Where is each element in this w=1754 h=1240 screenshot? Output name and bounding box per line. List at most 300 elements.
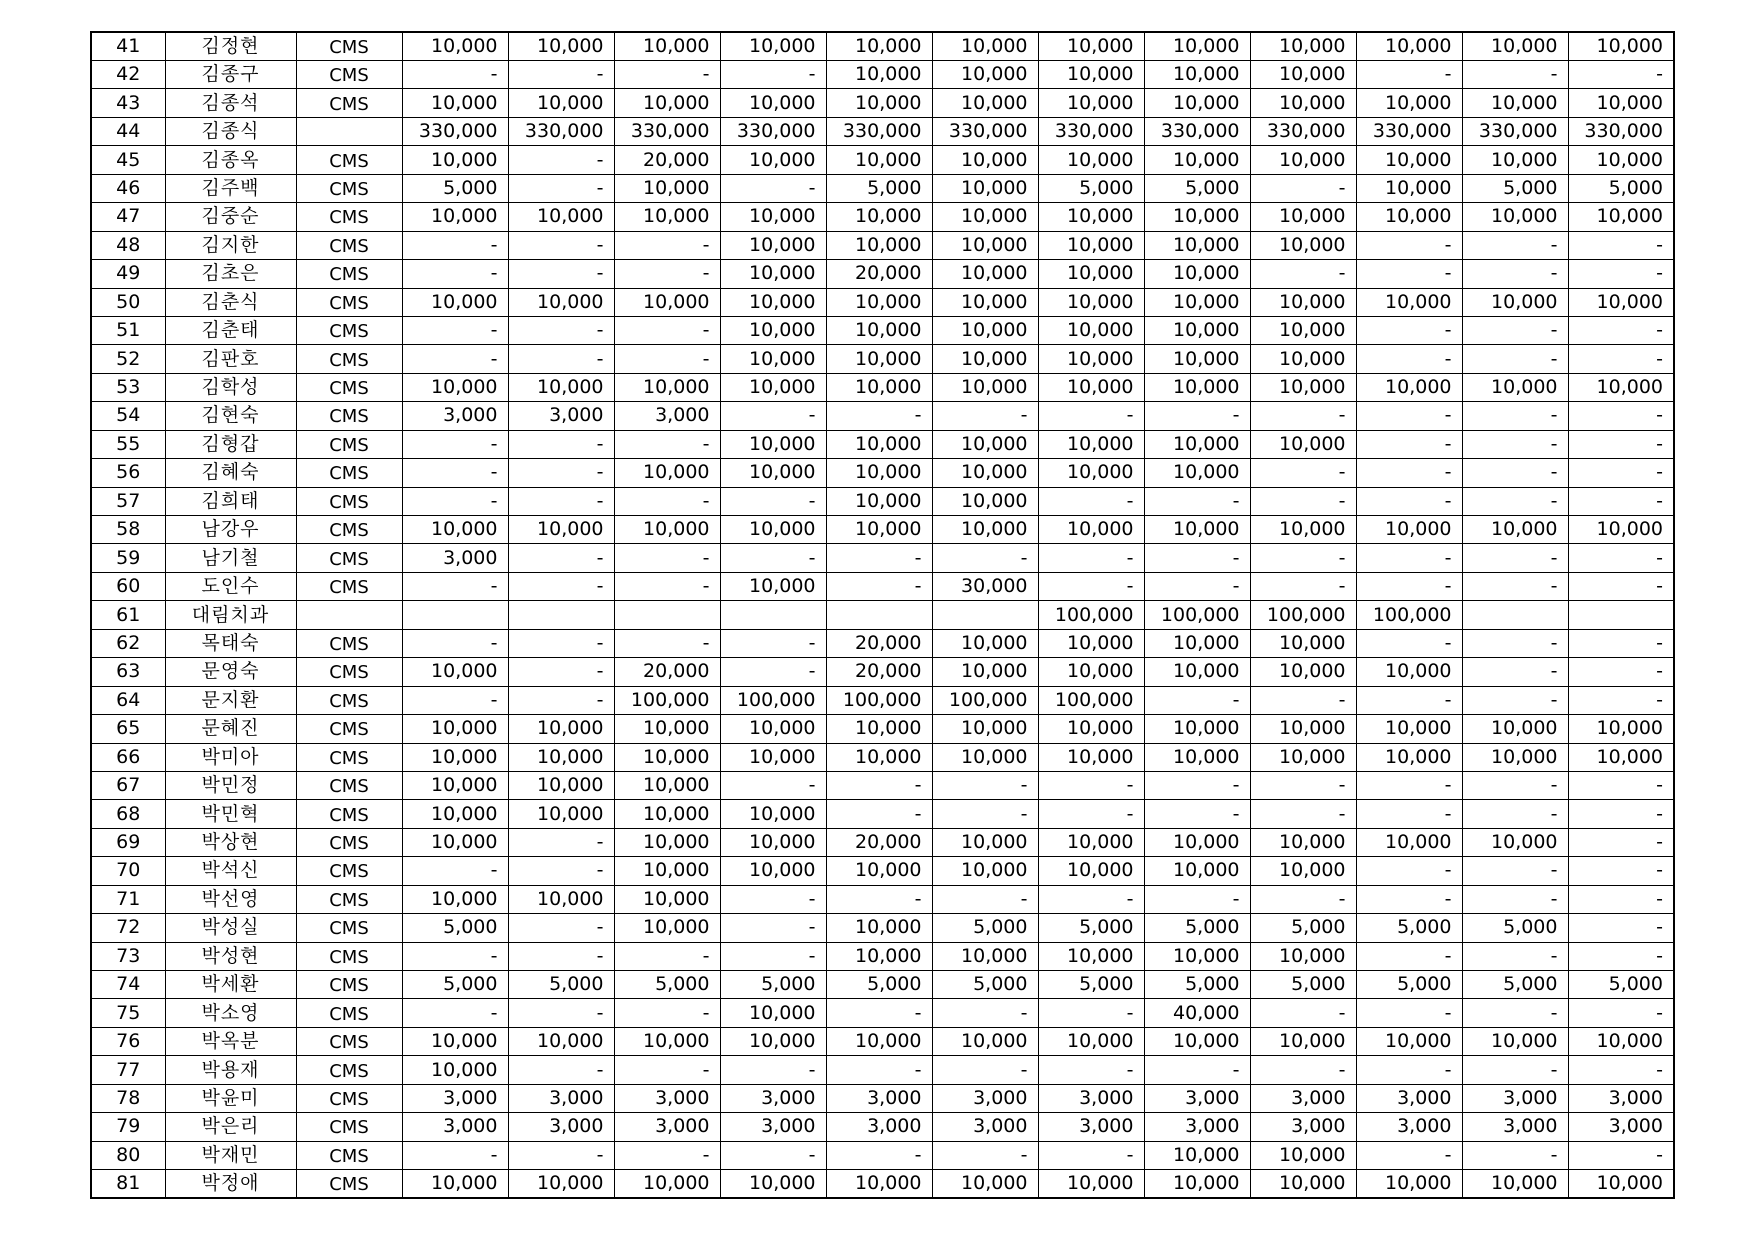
monthly-amount-cell: 10,000 xyxy=(614,203,720,231)
monthly-amount-cell: 20,000 xyxy=(614,146,720,174)
monthly-amount-cell: 5,000 xyxy=(1462,174,1568,202)
monthly-amount-cell: 5,000 xyxy=(720,971,826,999)
monthly-amount-cell: 10,000 xyxy=(720,516,826,544)
monthly-amount-cell: 10,000 xyxy=(932,203,1038,231)
monthly-amount-cell: - xyxy=(1462,629,1568,657)
row-number-cell: 43 xyxy=(91,89,165,117)
table-row xyxy=(91,1113,1674,1141)
table-row xyxy=(91,32,1674,61)
monthly-amount-cell: 10,000 xyxy=(614,828,720,856)
monthly-amount-cell: - xyxy=(508,146,614,174)
monthly-amount-cell: 10,000 xyxy=(1144,459,1250,487)
row-number-cell: 47 xyxy=(91,203,165,231)
monthly-amount-cell: 10,000 xyxy=(1144,658,1250,686)
monthly-amount-cell: 100,000 xyxy=(720,686,826,714)
monthly-amount-cell: - xyxy=(508,1056,614,1084)
monthly-amount-cell: 10,000 xyxy=(508,800,614,828)
monthly-amount-cell: 10,000 xyxy=(1144,32,1250,61)
table-row xyxy=(91,61,1674,89)
monthly-amount-cell: 10,000 xyxy=(614,885,720,913)
table-row xyxy=(91,601,1674,629)
payment-method-cell: CMS xyxy=(296,658,402,686)
monthly-amount-cell: - xyxy=(508,61,614,89)
row-number-cell: 63 xyxy=(91,658,165,686)
donor-name-cell: 김지한 xyxy=(165,231,296,259)
table-row xyxy=(91,1056,1674,1084)
table-row xyxy=(91,231,1674,259)
monthly-amount-cell: 3,000 xyxy=(826,1084,932,1112)
monthly-amount-cell: 330,000 xyxy=(1356,117,1462,145)
payment-method-cell: CMS xyxy=(296,1084,402,1112)
monthly-amount-cell: 10,000 xyxy=(720,1027,826,1055)
monthly-amount-cell: 10,000 xyxy=(826,914,932,942)
table-row xyxy=(91,771,1674,799)
monthly-amount-cell: 10,000 xyxy=(1038,316,1144,344)
monthly-amount-cell: 3,000 xyxy=(1144,1113,1250,1141)
monthly-amount-cell: 10,000 xyxy=(1144,743,1250,771)
monthly-amount-cell: 10,000 xyxy=(1568,89,1674,117)
monthly-amount-cell: - xyxy=(614,1056,720,1084)
monthly-amount-cell: 10,000 xyxy=(1568,743,1674,771)
monthly-amount-cell: 10,000 xyxy=(402,373,508,401)
monthly-amount-cell: 10,000 xyxy=(508,743,614,771)
payment-method-cell: CMS xyxy=(296,260,402,288)
monthly-amount-cell: - xyxy=(1568,1141,1674,1169)
table-row xyxy=(91,117,1674,145)
monthly-amount-cell xyxy=(720,601,826,629)
payment-method-cell: CMS xyxy=(296,971,402,999)
monthly-amount-cell: 5,000 xyxy=(1568,174,1674,202)
monthly-amount-cell: 10,000 xyxy=(1250,61,1356,89)
row-number-cell: 60 xyxy=(91,572,165,600)
monthly-amount-cell: 10,000 xyxy=(1038,61,1144,89)
monthly-amount-cell: 10,000 xyxy=(614,800,720,828)
monthly-amount-cell: 10,000 xyxy=(1038,260,1144,288)
monthly-amount-cell: 10,000 xyxy=(402,658,508,686)
monthly-amount-cell: 10,000 xyxy=(614,89,720,117)
row-number-cell: 66 xyxy=(91,743,165,771)
donor-name-cell: 김초은 xyxy=(165,260,296,288)
row-number-cell: 53 xyxy=(91,373,165,401)
monthly-amount-cell: - xyxy=(1462,260,1568,288)
monthly-amount-cell: 10,000 xyxy=(1038,203,1144,231)
monthly-amount-cell: 10,000 xyxy=(1250,658,1356,686)
donor-name-cell: 김현숙 xyxy=(165,402,296,430)
monthly-amount-cell: 10,000 xyxy=(1038,459,1144,487)
monthly-amount-cell: 30,000 xyxy=(932,572,1038,600)
monthly-amount-cell: 20,000 xyxy=(826,658,932,686)
monthly-amount-cell: 10,000 xyxy=(932,32,1038,61)
monthly-amount-cell: 10,000 xyxy=(1568,373,1674,401)
monthly-amount-cell: 3,000 xyxy=(1144,1084,1250,1112)
monthly-amount-cell: - xyxy=(1250,544,1356,572)
monthly-amount-cell: 10,000 xyxy=(932,288,1038,316)
monthly-amount-cell: - xyxy=(1144,402,1250,430)
table-row xyxy=(91,430,1674,458)
monthly-amount-cell: - xyxy=(508,658,614,686)
monthly-amount-cell: - xyxy=(508,487,614,515)
monthly-amount-cell: 10,000 xyxy=(614,288,720,316)
monthly-amount-cell: 10,000 xyxy=(932,231,1038,259)
monthly-amount-cell: - xyxy=(1144,885,1250,913)
monthly-amount-cell: - xyxy=(508,544,614,572)
monthly-amount-cell: - xyxy=(1568,857,1674,885)
monthly-amount-cell: - xyxy=(1568,572,1674,600)
monthly-amount-cell: 10,000 xyxy=(1250,942,1356,970)
monthly-amount-cell: - xyxy=(1568,487,1674,515)
monthly-amount-cell: - xyxy=(1144,771,1250,799)
monthly-amount-cell: 10,000 xyxy=(1250,1170,1356,1199)
monthly-amount-cell: 10,000 xyxy=(508,885,614,913)
monthly-amount-cell: - xyxy=(402,260,508,288)
row-number-cell: 76 xyxy=(91,1027,165,1055)
payment-method-cell: CMS xyxy=(296,715,402,743)
monthly-amount-cell: - xyxy=(1356,544,1462,572)
monthly-amount-cell: - xyxy=(826,1141,932,1169)
monthly-amount-cell: - xyxy=(720,1141,826,1169)
monthly-amount-cell: 10,000 xyxy=(932,1027,1038,1055)
monthly-amount-cell: 10,000 xyxy=(508,32,614,61)
monthly-amount-cell: - xyxy=(1568,544,1674,572)
monthly-amount-cell: 10,000 xyxy=(1462,1170,1568,1199)
monthly-amount-cell: 10,000 xyxy=(932,316,1038,344)
monthly-amount-cell: 20,000 xyxy=(826,629,932,657)
row-number-cell: 65 xyxy=(91,715,165,743)
monthly-amount-cell: - xyxy=(508,942,614,970)
monthly-amount-cell: - xyxy=(1038,487,1144,515)
monthly-amount-cell: 10,000 xyxy=(402,828,508,856)
monthly-amount-cell: 10,000 xyxy=(1250,32,1356,61)
monthly-amount-cell: 10,000 xyxy=(1356,1170,1462,1199)
monthly-amount-cell: 10,000 xyxy=(1356,89,1462,117)
monthly-amount-cell: 10,000 xyxy=(402,146,508,174)
monthly-amount-cell: 10,000 xyxy=(1250,316,1356,344)
payment-method-cell: CMS xyxy=(296,828,402,856)
monthly-amount-cell: 330,000 xyxy=(508,117,614,145)
monthly-amount-cell: 10,000 xyxy=(826,203,932,231)
monthly-amount-cell: - xyxy=(1250,487,1356,515)
monthly-amount-cell: 10,000 xyxy=(1038,288,1144,316)
monthly-amount-cell xyxy=(508,601,614,629)
monthly-amount-cell: 10,000 xyxy=(932,658,1038,686)
monthly-amount-cell: 10,000 xyxy=(1038,857,1144,885)
monthly-amount-cell: 100,000 xyxy=(1250,601,1356,629)
monthly-amount-cell: 10,000 xyxy=(402,1027,508,1055)
payment-method-cell: CMS xyxy=(296,572,402,600)
monthly-amount-cell: - xyxy=(720,174,826,202)
monthly-amount-cell: 10,000 xyxy=(1144,345,1250,373)
row-number-cell: 50 xyxy=(91,288,165,316)
monthly-amount-cell: - xyxy=(720,914,826,942)
monthly-amount-cell: 10,000 xyxy=(1568,146,1674,174)
monthly-amount-cell: 10,000 xyxy=(826,316,932,344)
monthly-amount-cell: - xyxy=(1356,231,1462,259)
monthly-amount-cell: 3,000 xyxy=(1038,1113,1144,1141)
monthly-amount-cell: 10,000 xyxy=(1356,743,1462,771)
monthly-amount-cell: 10,000 xyxy=(1144,288,1250,316)
donor-name-cell: 김종구 xyxy=(165,61,296,89)
monthly-amount-cell: - xyxy=(508,629,614,657)
monthly-amount-cell: - xyxy=(508,686,614,714)
monthly-amount-cell: 10,000 xyxy=(1250,828,1356,856)
monthly-amount-cell: 10,000 xyxy=(1250,430,1356,458)
monthly-amount-cell: 10,000 xyxy=(932,174,1038,202)
monthly-amount-cell: - xyxy=(614,487,720,515)
table-row xyxy=(91,572,1674,600)
monthly-amount-cell: 10,000 xyxy=(614,1027,720,1055)
payment-method-cell: CMS xyxy=(296,743,402,771)
monthly-amount-cell: 100,000 xyxy=(932,686,1038,714)
monthly-amount-cell: - xyxy=(826,1056,932,1084)
monthly-amount-cell: 10,000 xyxy=(932,743,1038,771)
row-number-cell: 57 xyxy=(91,487,165,515)
monthly-amount-cell: 10,000 xyxy=(1250,1027,1356,1055)
monthly-amount-cell: - xyxy=(1568,942,1674,970)
monthly-amount-cell: - xyxy=(1356,1056,1462,1084)
donor-name-cell: 박은리 xyxy=(165,1113,296,1141)
monthly-amount-cell: 3,000 xyxy=(1568,1113,1674,1141)
row-number-cell: 46 xyxy=(91,174,165,202)
monthly-amount-cell: 10,000 xyxy=(614,771,720,799)
monthly-amount-cell: - xyxy=(1250,459,1356,487)
monthly-amount-cell: 10,000 xyxy=(614,715,720,743)
table-row xyxy=(91,402,1674,430)
table-row xyxy=(91,373,1674,401)
donor-name-cell: 박성실 xyxy=(165,914,296,942)
table-row xyxy=(91,288,1674,316)
monthly-amount-cell: 10,000 xyxy=(1038,516,1144,544)
monthly-amount-cell: 10,000 xyxy=(402,771,508,799)
monthly-amount-cell: 330,000 xyxy=(826,117,932,145)
donor-name-cell: 박세환 xyxy=(165,971,296,999)
payment-method-cell: CMS xyxy=(296,288,402,316)
table-row xyxy=(91,1027,1674,1055)
monthly-amount-cell: - xyxy=(1038,1141,1144,1169)
monthly-amount-cell: 5,000 xyxy=(932,914,1038,942)
monthly-amount-cell: 10,000 xyxy=(1462,288,1568,316)
monthly-amount-cell: 10,000 xyxy=(932,146,1038,174)
monthly-amount-cell: 10,000 xyxy=(508,715,614,743)
monthly-amount-cell: - xyxy=(1568,316,1674,344)
monthly-amount-cell xyxy=(614,601,720,629)
monthly-amount-cell: - xyxy=(932,999,1038,1027)
table-row xyxy=(91,914,1674,942)
monthly-amount-cell: 10,000 xyxy=(932,373,1038,401)
monthly-amount-cell: - xyxy=(402,857,508,885)
monthly-amount-cell: - xyxy=(1038,999,1144,1027)
monthly-amount-cell: - xyxy=(614,316,720,344)
monthly-amount-cell: - xyxy=(1356,629,1462,657)
row-number-cell: 55 xyxy=(91,430,165,458)
monthly-amount-cell: - xyxy=(826,771,932,799)
monthly-amount-cell: - xyxy=(1144,572,1250,600)
monthly-amount-cell: 10,000 xyxy=(1144,857,1250,885)
monthly-amount-cell: 10,000 xyxy=(1250,857,1356,885)
payment-method-cell: CMS xyxy=(296,1056,402,1084)
monthly-amount-cell: 10,000 xyxy=(1250,629,1356,657)
monthly-amount-cell: 10,000 xyxy=(826,1170,932,1199)
monthly-amount-cell: - xyxy=(1568,800,1674,828)
monthly-amount-cell: 3,000 xyxy=(1038,1084,1144,1112)
payment-method-cell: CMS xyxy=(296,487,402,515)
monthly-amount-cell: 10,000 xyxy=(1250,743,1356,771)
monthly-amount-cell: - xyxy=(614,999,720,1027)
row-number-cell: 42 xyxy=(91,61,165,89)
row-number-cell: 70 xyxy=(91,857,165,885)
monthly-amount-cell: 10,000 xyxy=(932,715,1038,743)
monthly-amount-cell: 10,000 xyxy=(402,1170,508,1199)
monthly-amount-cell: 5,000 xyxy=(402,971,508,999)
payment-method-cell: CMS xyxy=(296,1141,402,1169)
monthly-amount-cell: - xyxy=(1462,61,1568,89)
monthly-amount-cell: - xyxy=(402,629,508,657)
table-row xyxy=(91,971,1674,999)
monthly-amount-cell: 10,000 xyxy=(1250,516,1356,544)
monthly-amount-cell: 10,000 xyxy=(1144,516,1250,544)
monthly-amount-cell: 10,000 xyxy=(1038,1027,1144,1055)
payment-method-cell: CMS xyxy=(296,1027,402,1055)
monthly-amount-cell: 10,000 xyxy=(1356,828,1462,856)
monthly-amount-cell: 5,000 xyxy=(1462,971,1568,999)
donor-name-cell: 문영숙 xyxy=(165,658,296,686)
monthly-amount-cell: 100,000 xyxy=(1356,601,1462,629)
monthly-amount-cell: 10,000 xyxy=(1462,203,1568,231)
monthly-amount-cell: - xyxy=(402,430,508,458)
monthly-amount-cell: 10,000 xyxy=(1462,715,1568,743)
row-number-cell: 77 xyxy=(91,1056,165,1084)
monthly-amount-cell: - xyxy=(1356,800,1462,828)
monthly-amount-cell: - xyxy=(402,459,508,487)
monthly-amount-cell: - xyxy=(1568,260,1674,288)
monthly-amount-cell: - xyxy=(402,487,508,515)
table-row xyxy=(91,743,1674,771)
monthly-amount-cell: - xyxy=(720,771,826,799)
monthly-amount-cell: 330,000 xyxy=(614,117,720,145)
donor-name-cell: 김희태 xyxy=(165,487,296,515)
row-number-cell: 67 xyxy=(91,771,165,799)
monthly-amount-cell: - xyxy=(826,572,932,600)
donor-name-cell: 박민혁 xyxy=(165,800,296,828)
payment-method-cell: CMS xyxy=(296,629,402,657)
monthly-amount-cell: - xyxy=(614,345,720,373)
donor-name-cell: 박미아 xyxy=(165,743,296,771)
monthly-amount-cell: 10,000 xyxy=(402,1056,508,1084)
monthly-amount-cell: - xyxy=(1356,1141,1462,1169)
monthly-amount-cell: 10,000 xyxy=(1250,146,1356,174)
row-number-cell: 44 xyxy=(91,117,165,145)
monthly-amount-cell: - xyxy=(402,572,508,600)
ledger-body xyxy=(91,32,1674,1198)
monthly-amount-cell: - xyxy=(1568,828,1674,856)
donor-name-cell: 박선영 xyxy=(165,885,296,913)
monthly-amount-cell: 10,000 xyxy=(402,288,508,316)
monthly-amount-cell: 10,000 xyxy=(1144,316,1250,344)
monthly-amount-cell: 10,000 xyxy=(1038,32,1144,61)
monthly-amount-cell: - xyxy=(508,999,614,1027)
monthly-amount-cell: - xyxy=(1356,345,1462,373)
monthly-amount-cell: 330,000 xyxy=(1038,117,1144,145)
monthly-amount-cell: 10,000 xyxy=(826,857,932,885)
monthly-amount-cell: - xyxy=(1462,544,1568,572)
donor-name-cell: 박민정 xyxy=(165,771,296,799)
monthly-amount-cell: 3,000 xyxy=(508,1084,614,1112)
table-row xyxy=(91,857,1674,885)
monthly-amount-cell: - xyxy=(932,885,1038,913)
table-row xyxy=(91,885,1674,913)
monthly-amount-cell: 3,000 xyxy=(402,1113,508,1141)
monthly-amount-cell: 10,000 xyxy=(1250,715,1356,743)
monthly-amount-cell: - xyxy=(1568,231,1674,259)
row-number-cell: 51 xyxy=(91,316,165,344)
donor-name-cell: 김정현 xyxy=(165,32,296,61)
donor-name-cell: 목태숙 xyxy=(165,629,296,657)
monthly-amount-cell: 10,000 xyxy=(932,629,1038,657)
monthly-amount-cell: 10,000 xyxy=(720,89,826,117)
monthly-amount-cell: - xyxy=(720,629,826,657)
monthly-amount-cell: 10,000 xyxy=(720,32,826,61)
monthly-amount-cell: - xyxy=(1250,174,1356,202)
monthly-amount-cell: - xyxy=(1144,1056,1250,1084)
monthly-amount-cell: 10,000 xyxy=(720,743,826,771)
monthly-amount-cell: - xyxy=(1356,572,1462,600)
payment-method-cell: CMS xyxy=(296,800,402,828)
monthly-amount-cell: 10,000 xyxy=(1038,1170,1144,1199)
monthly-amount-cell: 10,000 xyxy=(402,885,508,913)
monthly-amount-cell: 3,000 xyxy=(720,1113,826,1141)
monthly-amount-cell: 5,000 xyxy=(1038,971,1144,999)
monthly-amount-cell: 10,000 xyxy=(508,1027,614,1055)
monthly-amount-cell: 10,000 xyxy=(1144,1170,1250,1199)
monthly-amount-cell: 3,000 xyxy=(614,402,720,430)
donor-name-cell: 남강우 xyxy=(165,516,296,544)
monthly-amount-cell: 10,000 xyxy=(1568,715,1674,743)
monthly-amount-cell: - xyxy=(1356,686,1462,714)
monthly-amount-cell: 100,000 xyxy=(826,686,932,714)
monthly-amount-cell: - xyxy=(402,1141,508,1169)
monthly-amount-cell: 10,000 xyxy=(1144,629,1250,657)
donor-name-cell: 대림치과 xyxy=(165,601,296,629)
monthly-amount-cell: - xyxy=(932,402,1038,430)
payment-method-cell: CMS xyxy=(296,203,402,231)
monthly-amount-cell: 10,000 xyxy=(826,459,932,487)
monthly-amount-cell: 10,000 xyxy=(1038,345,1144,373)
monthly-amount-cell: 10,000 xyxy=(720,800,826,828)
row-number-cell: 73 xyxy=(91,942,165,970)
row-number-cell: 62 xyxy=(91,629,165,657)
monthly-amount-cell: - xyxy=(932,1141,1038,1169)
payment-method-cell: CMS xyxy=(296,1170,402,1199)
monthly-amount-cell: 3,000 xyxy=(1568,1084,1674,1112)
row-number-cell: 74 xyxy=(91,971,165,999)
monthly-amount-cell: - xyxy=(1462,1141,1568,1169)
monthly-amount-cell: 10,000 xyxy=(614,914,720,942)
donor-name-cell: 김중순 xyxy=(165,203,296,231)
monthly-amount-cell: - xyxy=(826,999,932,1027)
monthly-amount-cell: 10,000 xyxy=(932,459,1038,487)
monthly-amount-cell: 330,000 xyxy=(1568,117,1674,145)
monthly-amount-cell: 330,000 xyxy=(932,117,1038,145)
monthly-amount-cell: - xyxy=(1250,572,1356,600)
monthly-amount-cell: - xyxy=(1144,487,1250,515)
row-number-cell: 71 xyxy=(91,885,165,913)
monthly-amount-cell: - xyxy=(508,260,614,288)
donor-name-cell: 김학성 xyxy=(165,373,296,401)
monthly-amount-cell: - xyxy=(1038,885,1144,913)
monthly-amount-cell: - xyxy=(1038,771,1144,799)
monthly-amount-cell xyxy=(1568,601,1674,629)
monthly-amount-cell: 10,000 xyxy=(720,146,826,174)
payment-method-cell: CMS xyxy=(296,32,402,61)
